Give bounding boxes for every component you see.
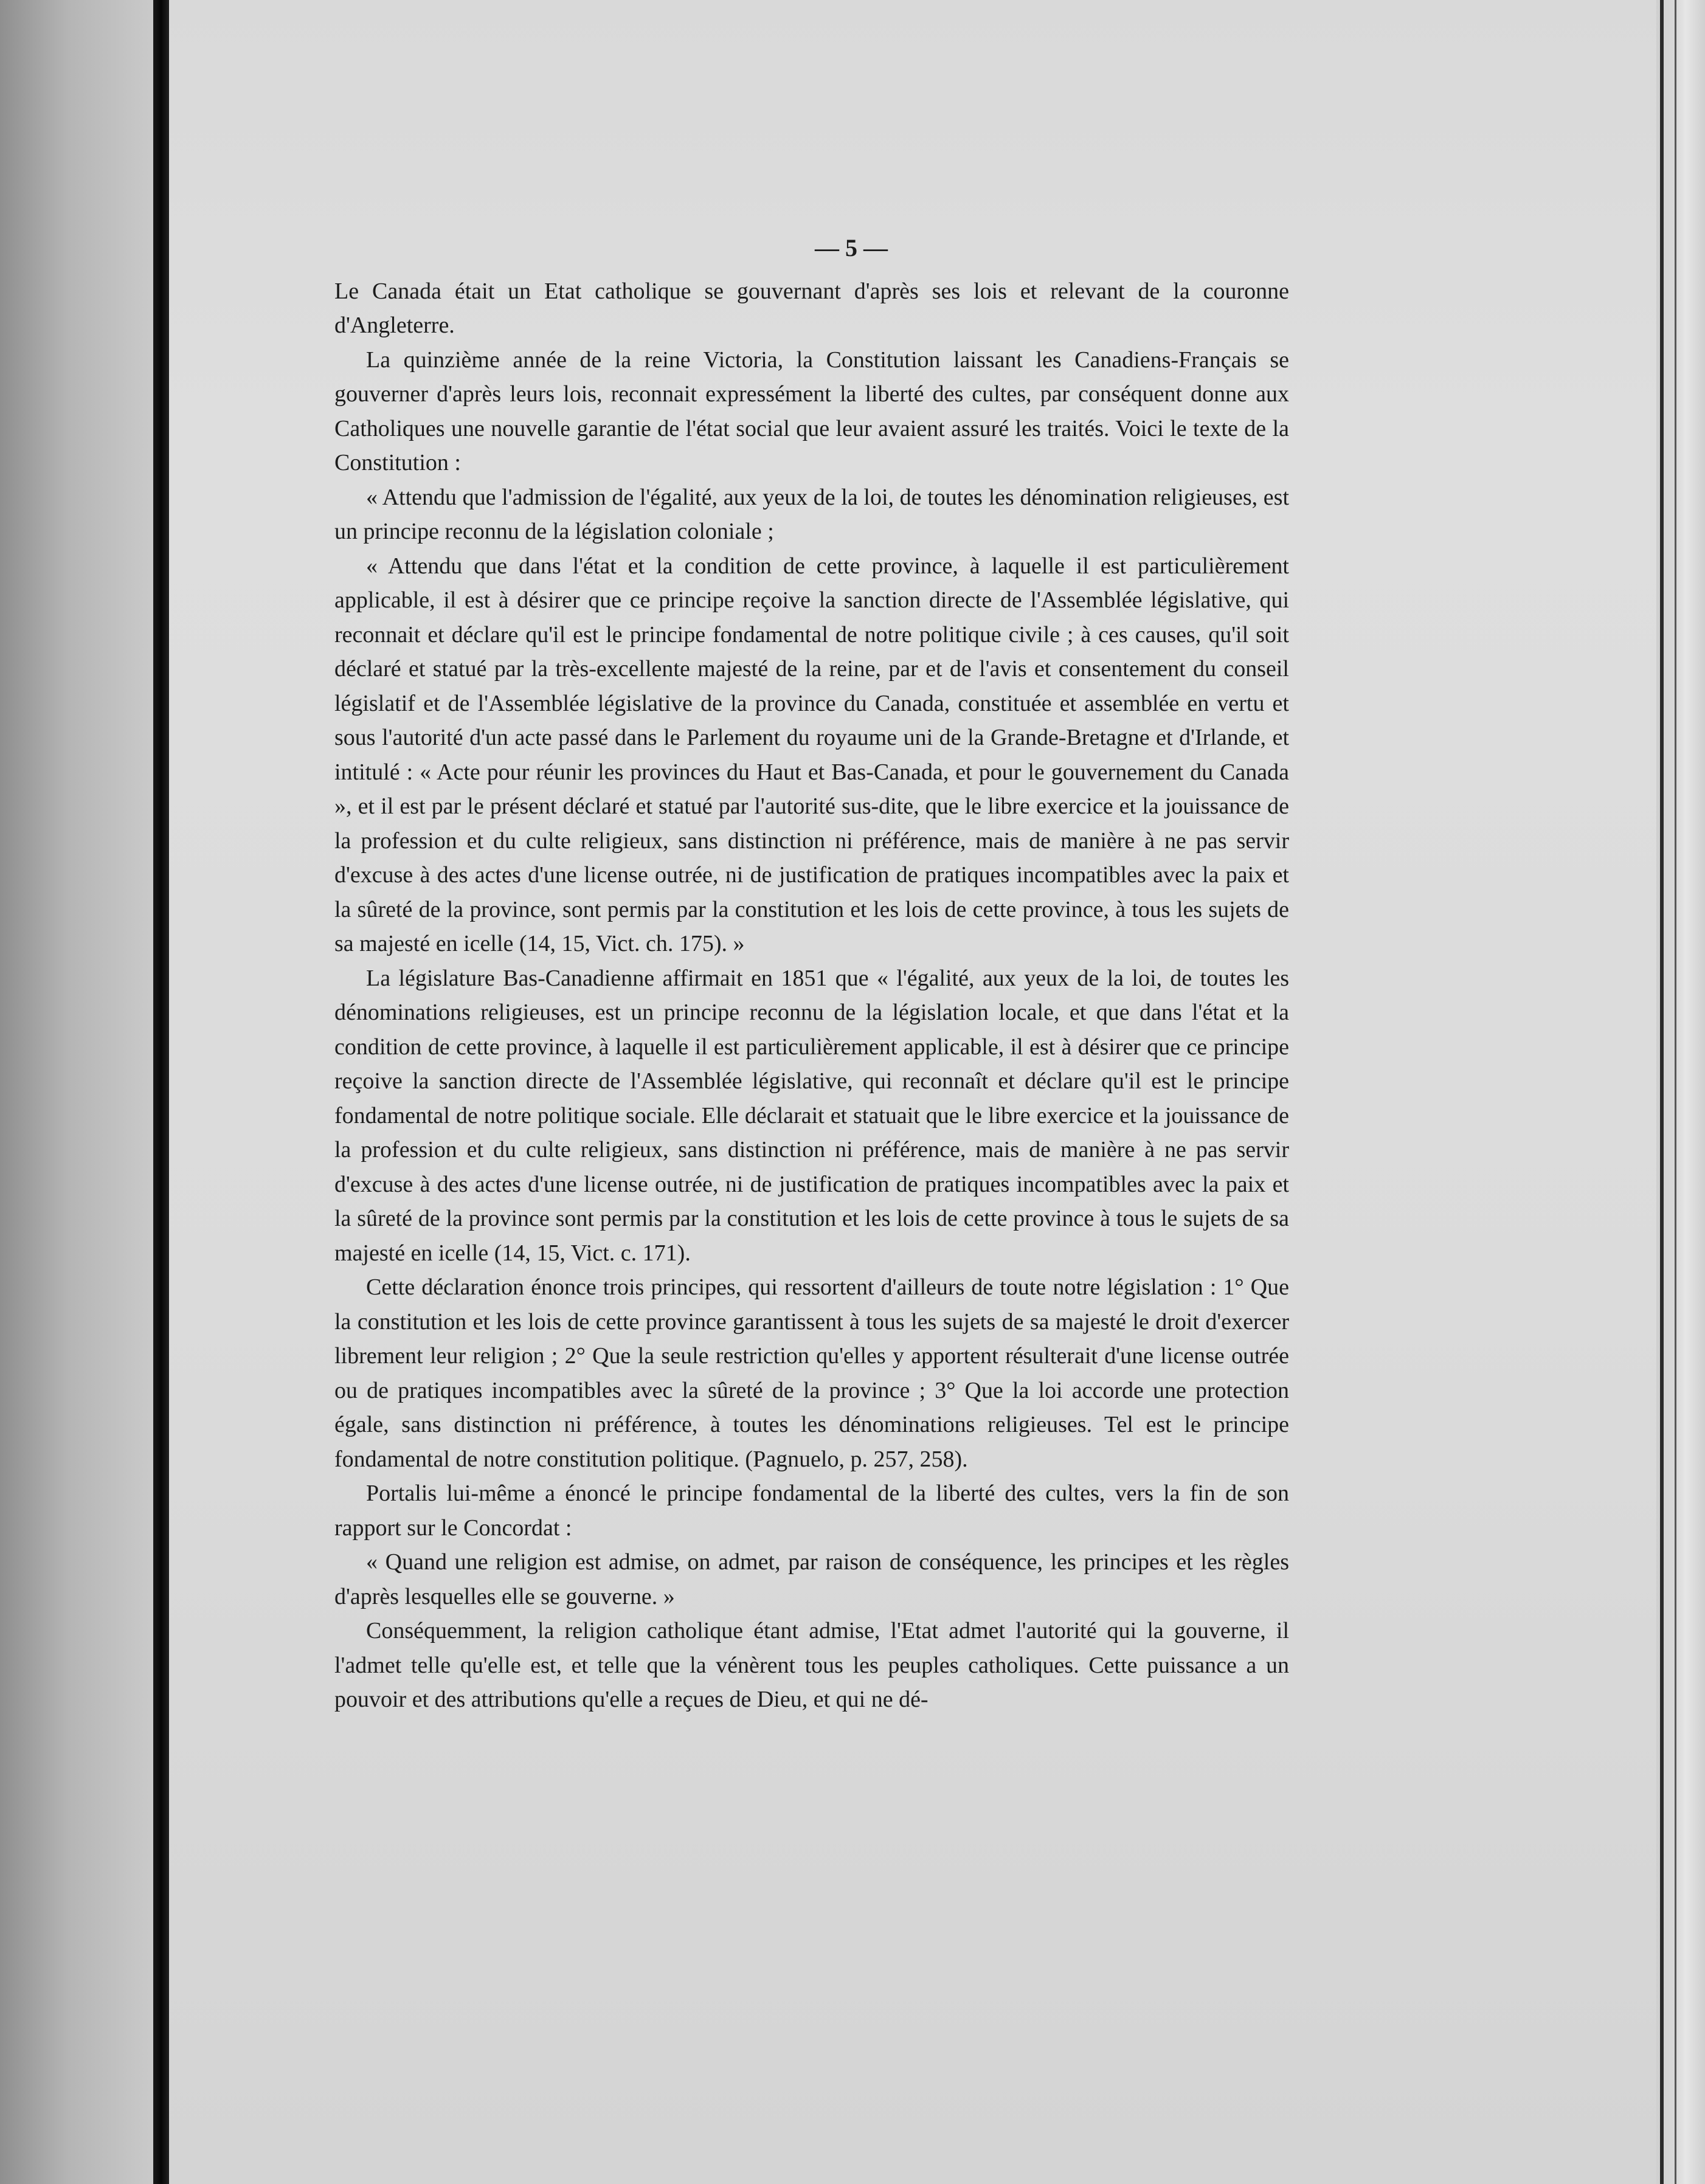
book-spine-shadow (153, 0, 169, 2184)
paragraph: Portalis lui-même a énoncé le principe fondamental de la liberté des cultes, vers la fin de son rapport sur le Concordat : (334, 1481, 1289, 1541)
page-text (334, 231, 1289, 1717)
quote-paragraph: « Attendu que dans l'état et la condition de cette province, à laquelle il est particulièrement applicable, il est à désirer que ce principe reçoive la sanction directe de l'Assemblée législative, qui reconnait et déclare qu'il est le principe fondamental de notre politique civile ; à ces causes, qu'il soit déclaré et statué par la très-excellente majesté de la reine, par et de l'avis et consentement du conseil législatif et de l'Assemblée législative de la province du Canada, constituée et assemblée en vertu et sous l'autorité d'un acte passé dans le Parlement du royaume uni de la Grande-Bretagne et d'Irlande, et intitulé : « Acte pour réunir les provinces du Haut et Bas-Canada, et pour le gouvernement du Canada », et il est par le présent déclaré et statué par l'autorité sus-dite, que le libre exercice et la jouissance de la profession et du culte religieux, sans distinction ni préférence, mais de manière à ne pas servir d'excuse à des actes d'une license outrée, ni de justification de pratiques incompatibles avec la paix et la sûreté de la province, sont permis par la constitution et les lois de cette province, à tous les sujets de sa majesté en icelle (14, 15, Vict. ch. 175). » (334, 553, 1289, 956)
previous-page-edge (0, 0, 153, 2184)
paragraph: Le Canada était un Etat catholique se gouvernant d'après ses lois et relevant de la couronne d'Angleterre. (334, 278, 1289, 338)
right-page-edge (1656, 0, 1705, 2184)
paragraph: Cette déclaration énonce trois principes, qui ressortent d'ailleurs de toute notre législation : 1° Que la constitution et les lois de cette province garantissent à tous les sujets de sa majesté le droit d'exercer librement leur religion ; 2° Que la seule restriction qu'elles y apportent résulterait d'une license outrée ou de pratiques incompatibles avec la sûreté de la province ; 3° Que la loi accorde une protection égale, sans distinction ni préférence, à toutes les dénominations religieuses. Tel est le principe fondamental de notre constitution politique. (Pagnuelo, p. 257, 258). (334, 1274, 1289, 1472)
edge-line (1675, 0, 1676, 2184)
quote-paragraph: « Attendu que l'admission de l'égalité, aux yeux de la loi, de toutes les dénomination religieuses, est un principe reconnu de la législation coloniale ; (334, 484, 1289, 544)
page-number: — 5 — (815, 234, 888, 261)
edge-line (1660, 0, 1664, 2184)
paragraph: La législature Bas-Canadienne affirmait en 1851 que « l'égalité, aux yeux de la loi, de toutes les dénominations religieuses, est un principe reconnu de la législation locale, et que dans l'état et la condition de cette province, à laquelle il est particulièrement applicable, il est à désirer que ce principe reçoive la sanction directe de l'Assemblée législative, qui reconnaît et déclare qu'il est le principe fondamental de notre politique sociale. Elle déclarait et statuait que le libre exercice et la jouissance de la profession et du culte religieux, sans distinction ni préférence, mais de manière à ne pas servir d'excuse à des actes d'une license outrée, ni de justification de pratiques incompatibles avec la paix et la sûreté de la province sont permis par la constitution et les lois de cette province à tous le sujets de sa majesté en icelle (14, 15, Vict. c. 171). (334, 965, 1289, 1266)
quote-paragraph: « Quand une religion est admise, on admet, par raison de conséquence, les principes et les règles d'après lesquelles elle se gouverne. » (334, 1549, 1289, 1609)
paragraph: Conséquemment, la religion catholique étant admise, l'Etat admet l'autorité qui la gouverne, il l'admet telle qu'elle est, et telle que la vénèrent tous les peuples catholiques. Cette puissance a un pouvoir et des attributions qu'elle a reçues de Dieu, et qui ne dé- (334, 1618, 1289, 1712)
paragraph: La quinzième année de la reine Victoria, la Constitution laissant les Canadiens-Français se gouverner d'après leurs lois, reconnait expressément la liberté des cultes, par conséquent donne aux Catholiques une nouvelle garantie de l'état social que leur avaient assuré les traités. Voici le texte de la Constitution : (334, 347, 1289, 475)
